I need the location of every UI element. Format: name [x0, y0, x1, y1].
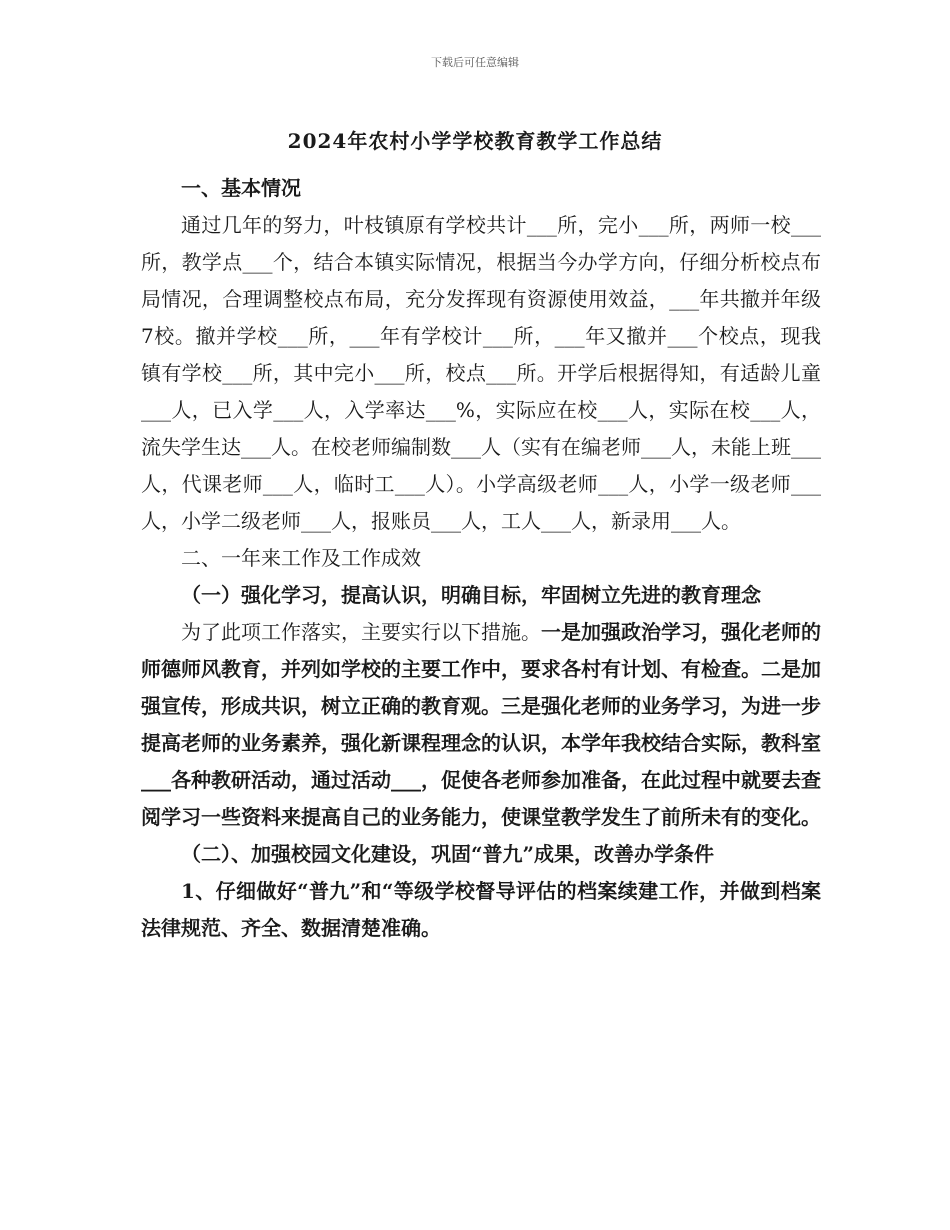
section-2-1-intro: 为了此项工作落实，主要实行以下措施。: [181, 620, 541, 644]
section-1-heading: 一、基本情况: [181, 176, 301, 200]
document-title: 2024年农村小学学校教育教学工作总结: [287, 129, 663, 153]
section-1-paragraph: 通过几年的努力，叶枝镇原有学校共计___所，完小___所，两师一校___所，教学点___个，结合本镇实际情况，根据当今办学方向，仔细分析校点布局情况，合理调整校点布局，充分发挥现有资源使用效益，___年共撤并年级7校。撤并学校___所，___年有学校计___所，___年又撤并___个校点，现我镇有学校___所，其中完小___所，校点___所。开学后根据得知，有适龄儿童___人，已入学___人，入学率达___%，实际应在校___人，实际在校___人，流失学生达___人。在校老师编制数___人（实有在编老师___人，未能上班___人，代课老师___人，临时工___人）。小学高级老师___人，小学一级老师___人，小学二级老师___人，报账员___人，工人___人，新录用___人。: [141, 213, 821, 533]
header-note: 下载后可任意编辑: [431, 56, 519, 69]
document-body: [141, 170, 821, 947]
section-2-1-paragraph: [141, 614, 821, 836]
section-2-heading: 二、一年来工作及工作成效: [181, 546, 421, 570]
section-2-1-heading: （一）强化学习，提高认识，明确目标，牢固树立先进的教育理念: [181, 583, 761, 607]
section-2-1-measures: 一是加强政治学习，强化老师的师德师风教育，并列如学校的主要工作中，要求各村有计划、有检查。二是加强宣传，形成共识，树立正确的教育观。三是强化老师的业务学习，为进一步提高老师的业务素养，强化新课程理念的认识，本学年我校结合实际，教科室___各种教研活动，通过活动___，促使各老师参加准备，在此过程中就要去查阅学习一些资料来提高自己的业务能力，使课堂教学发生了前所未有的变化。: [141, 620, 821, 829]
section-2-2-heading: （二）、加强校园文化建设，巩固“普九”成果，改善办学条件: [181, 842, 715, 866]
section-2-2-item-1: 1、仔细做好“普九”和“等级学校督导评估的档案续建工作，并做到档案法律规范、齐全、数据清楚准确。: [141, 879, 821, 940]
